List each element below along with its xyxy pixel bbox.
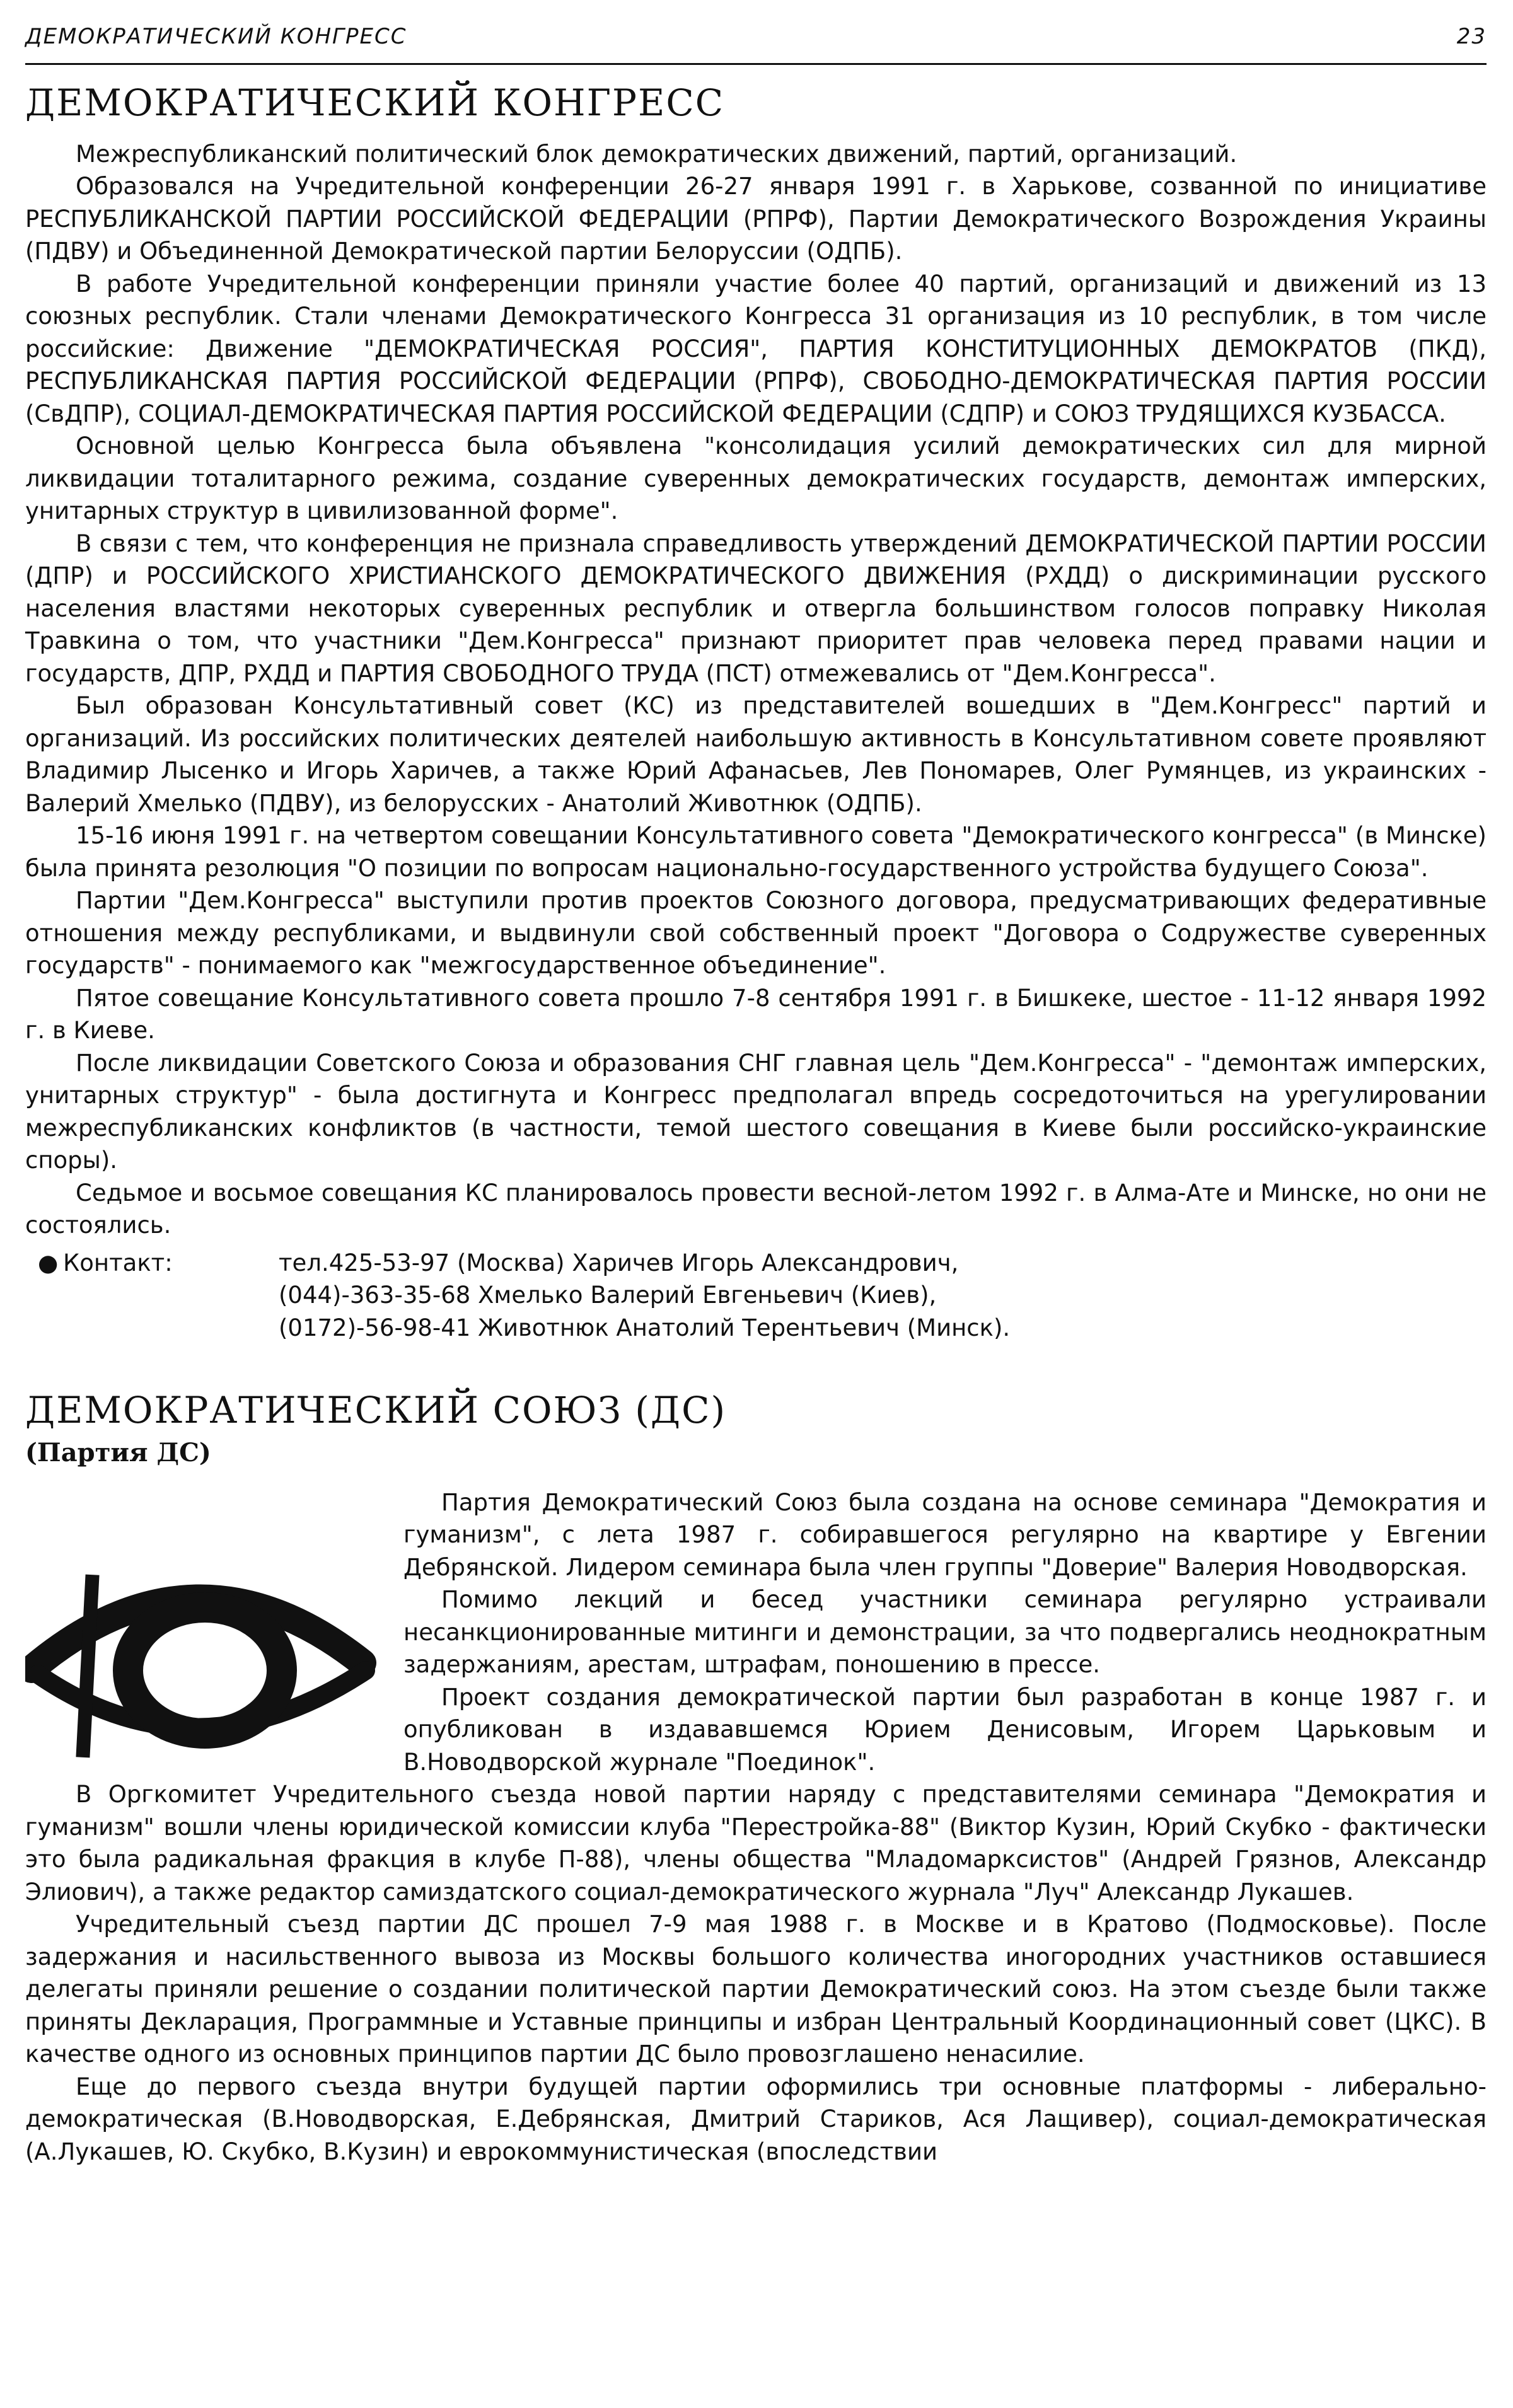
paragraph: Еще до первого съезда внутри будущей партии оформились три основные платформы - либерально-демократическая (В.Новодворская, Е.Дебрянская, Дмитрий Стариков, Ася Лащивер), социал-демократическая (А.Лукашев, Ю. Скубко, В.Кузин) и еврокоммунистическая (впоследствии — [25, 2073, 1487, 2165]
paragraph: Помимо лекций и бесед участники семинара регулярно устраивали несанкционированные митинги и демонстрации, за что подвергались неоднократным задержаниям, арестам, штрафам, поношению в прессе. — [403, 1586, 1487, 1679]
contact-line: (044)-363-35-68 Хмелько Валерий Евгеньевич (Киев), — [279, 1282, 937, 1309]
eye-emblem-icon — [25, 1505, 378, 1770]
running-title: ДЕМОКРАТИЧЕСКИЙ КОНГРЕСС — [25, 24, 407, 49]
article-body-dem-congress — [25, 138, 1487, 1242]
paragraph: Седьмое и восьмое совещания КС планировалось провести весной-летом 1992 г. в Алма-Ате и Минске, но они не состоялись. — [25, 1179, 1487, 1239]
contact-label: Контакт: — [63, 1249, 173, 1276]
article-title-dem-congress: ДЕМОКРАТИЧЕСКИЙ КОНГРЕСС — [25, 81, 725, 124]
paragraph: Был образован Консультативный совет (КС) из представителей вошедших в "Дем.Конгресс" партий и организаций. Из российских политических деятелей наибольшую активность в Консультативном совете проявляют Владимир Лысенко и Игорь Харичев, а также Юрий Афанасьев, Лев Пономарев, Олег Румянцев, из украинских - Валерий Хмелько (ПДВУ), из белорусских - Анатолий Животнюк (ОДПБ). — [25, 692, 1487, 817]
contact-block — [25, 1247, 1487, 1345]
paragraph: В связи с тем, что конференция не признала справедливость утверждений ДЕМОКРАТИЧЕСКОЙ ПАРТИИ РОССИИ (ДПР) и РОССИЙСКОГО ХРИСТИАНСКОГО ДЕМОКРАТИЧЕСКОГО ДВИЖЕНИЯ (РХДД) о дискриминации русского населения властями некоторых суверенных республик и отвергла большинством голосов поправку Николая Травкина о том, что участники "Дем.Конгресса" признают приоритет прав человека перед правами нации и государств, ДПР, РХДД и ПАРТИЯ СВОБОДНОГО ТРУДА (ПСТ) отмежевались от "Дем.Конгресса". — [25, 530, 1487, 687]
paragraph: Партии "Дем.Конгресса" выступили против проектов Союзного договора, предусматривающих федеративные отношения между республиками, и выдвинули свой собственный проект "Договора о Содружестве суверенных государств" - понимаемого как "межгосударственное объединение". — [25, 887, 1487, 980]
article-title-dem-union: ДЕМОКРАТИЧЕСКИЙ СОЮЗ (ДС) — [25, 1389, 727, 1432]
article-subtitle: (Партия ДС) — [25, 1437, 211, 1467]
paragraph: Учредительный съезд партии ДС прошел 7-9 мая 1988 г. в Москве и в Кратово (Подмосковье). После задержания и насильственного вывоза из Москвы большого количества иногородних участников оставшиеся делегаты приняли решение о создании политической партии Демократический союз. На этом съезде были также приняты Декларация, Программные и Уставные принципы и избран Центральный Координационный совет (ЦКС). В качестве одного из основных принципов партии ДС было провозглашено ненасилие. — [25, 1911, 1487, 2068]
article-intro-with-logo — [25, 1486, 1487, 1779]
paragraph: В Оргкомитет Учредительного съезда новой партии наряду с представителями семинара "Демократия и гуманизм" вошли члены юридической комиссии клуба "Перестройка-88" (Виктор Кузин, Юрий Скубко - фактически это была радикальная фракция в клубе П-88), члены общества "Младомарксистов" (Андрей Грязнов, Александр Элиович), а также редактор самиздатского социал-демократического журнала "Луч" Александр Лукашев. — [25, 1781, 1487, 1906]
paragraph: Межреспубликанский политический блок демократических движений, партий, организаций. — [76, 140, 1238, 168]
page-content — [25, 82, 1487, 2168]
paragraph: Пятое совещание Консультативного совета прошло 7-8 сентября 1991 г. в Бишкеке, шестое - 11-12 января 1992 г. в Киеве. — [25, 984, 1487, 1045]
contact-line: тел.425-53-97 (Москва) Харичев Игорь Александрович, — [279, 1249, 959, 1276]
paragraph: В работе Учредительной конференции приняли участие более 40 партий, организаций и движений из 13 союзных республик. Стали членами Демократического Конгресса 31 организация из 10 республик, в том числе российские: Движение "ДЕМОКРАТИЧЕСКАЯ РОССИЯ", ПАРТИЯ КОНСТИТУЦИОННЫХ ДЕМОКРАТОВ (ПКД), РЕСПУБЛИКАНСКАЯ ПАРТИЯ РОССИЙСКОЙ ФЕДЕРАЦИИ (РПРФ), СВОБОДНО-ДЕМОКРАТИЧЕСКАЯ ПАРТИЯ РОССИИ (СвДПР), СОЦИАЛ-ДЕМОКРАТИЧЕСКАЯ ПАРТИЯ РОССИЙСКОЙ ФЕДЕРАЦИИ (СДПР) и СОЮЗ ТРУДЯЩИХСЯ КУЗБАССА. — [25, 270, 1487, 427]
contact-line: (0172)-56-98-41 Животнюк Анатолий Терентьевич (Минск). — [279, 1314, 1011, 1341]
paragraph: Образовался на Учредительной конференции 26-27 января 1991 г. в Харькове, созванной по инициативе РЕСПУБЛИКАНСКОЙ ПАРТИИ РОССИЙСКОЙ ФЕДЕРАЦИИ (РПРФ), Партии Демократического Возрождения Украины (ПДВУ) и Объединенной Демократической партии Белоруссии (ОДПБ). — [25, 173, 1487, 265]
running-header — [25, 18, 1487, 65]
bullet-icon: ● — [38, 1249, 59, 1276]
paragraph: Основной целью Конгресса была объявлена "консолидация усилий демократических сил для мирной ликвидации тоталитарного режима, создание суверенных демократических государств, демонтаж имперских, унитарных структур в цивилизованной форме". — [25, 432, 1487, 525]
paragraph: После ликвидации Советского Союза и образования СНГ главная цель "Дем.Конгресса" - "демонтаж имперских, унитарных структур" - была достигнута и Конгресс предполагал впредь сосредоточиться на урегулировании межреспубликанских конфликтов (в частности, темой шестого совещания в Киеве были российско-украинские споры). — [25, 1049, 1487, 1174]
article-body-dem-union — [25, 1778, 1487, 2168]
paragraph: 15-16 июня 1991 г. на четвертом совещании Консультативного совета "Демократического конгресса" (в Минске) была принята резолюция "О позиции по вопросам национально-государственного устройства будущего Союза". — [25, 822, 1487, 882]
paragraph: Партия Демократический Союз была создана на основе семинара "Демократия и гуманизм", с лета 1987 г. собиравшегося регулярно на квартире у Евгении Дебрянской. Лидером семинара была член группы "Доверие" Валерия Новодворская. — [403, 1488, 1487, 1581]
page-number: 23 — [1456, 24, 1487, 49]
paragraph: Проект создания демократической партии был разработан в конце 1987 г. и опубликован в издававшемся Юрием Денисовым, Игорем Царьковым и В.Новодворской журнале "Поединок". — [403, 1683, 1487, 1776]
